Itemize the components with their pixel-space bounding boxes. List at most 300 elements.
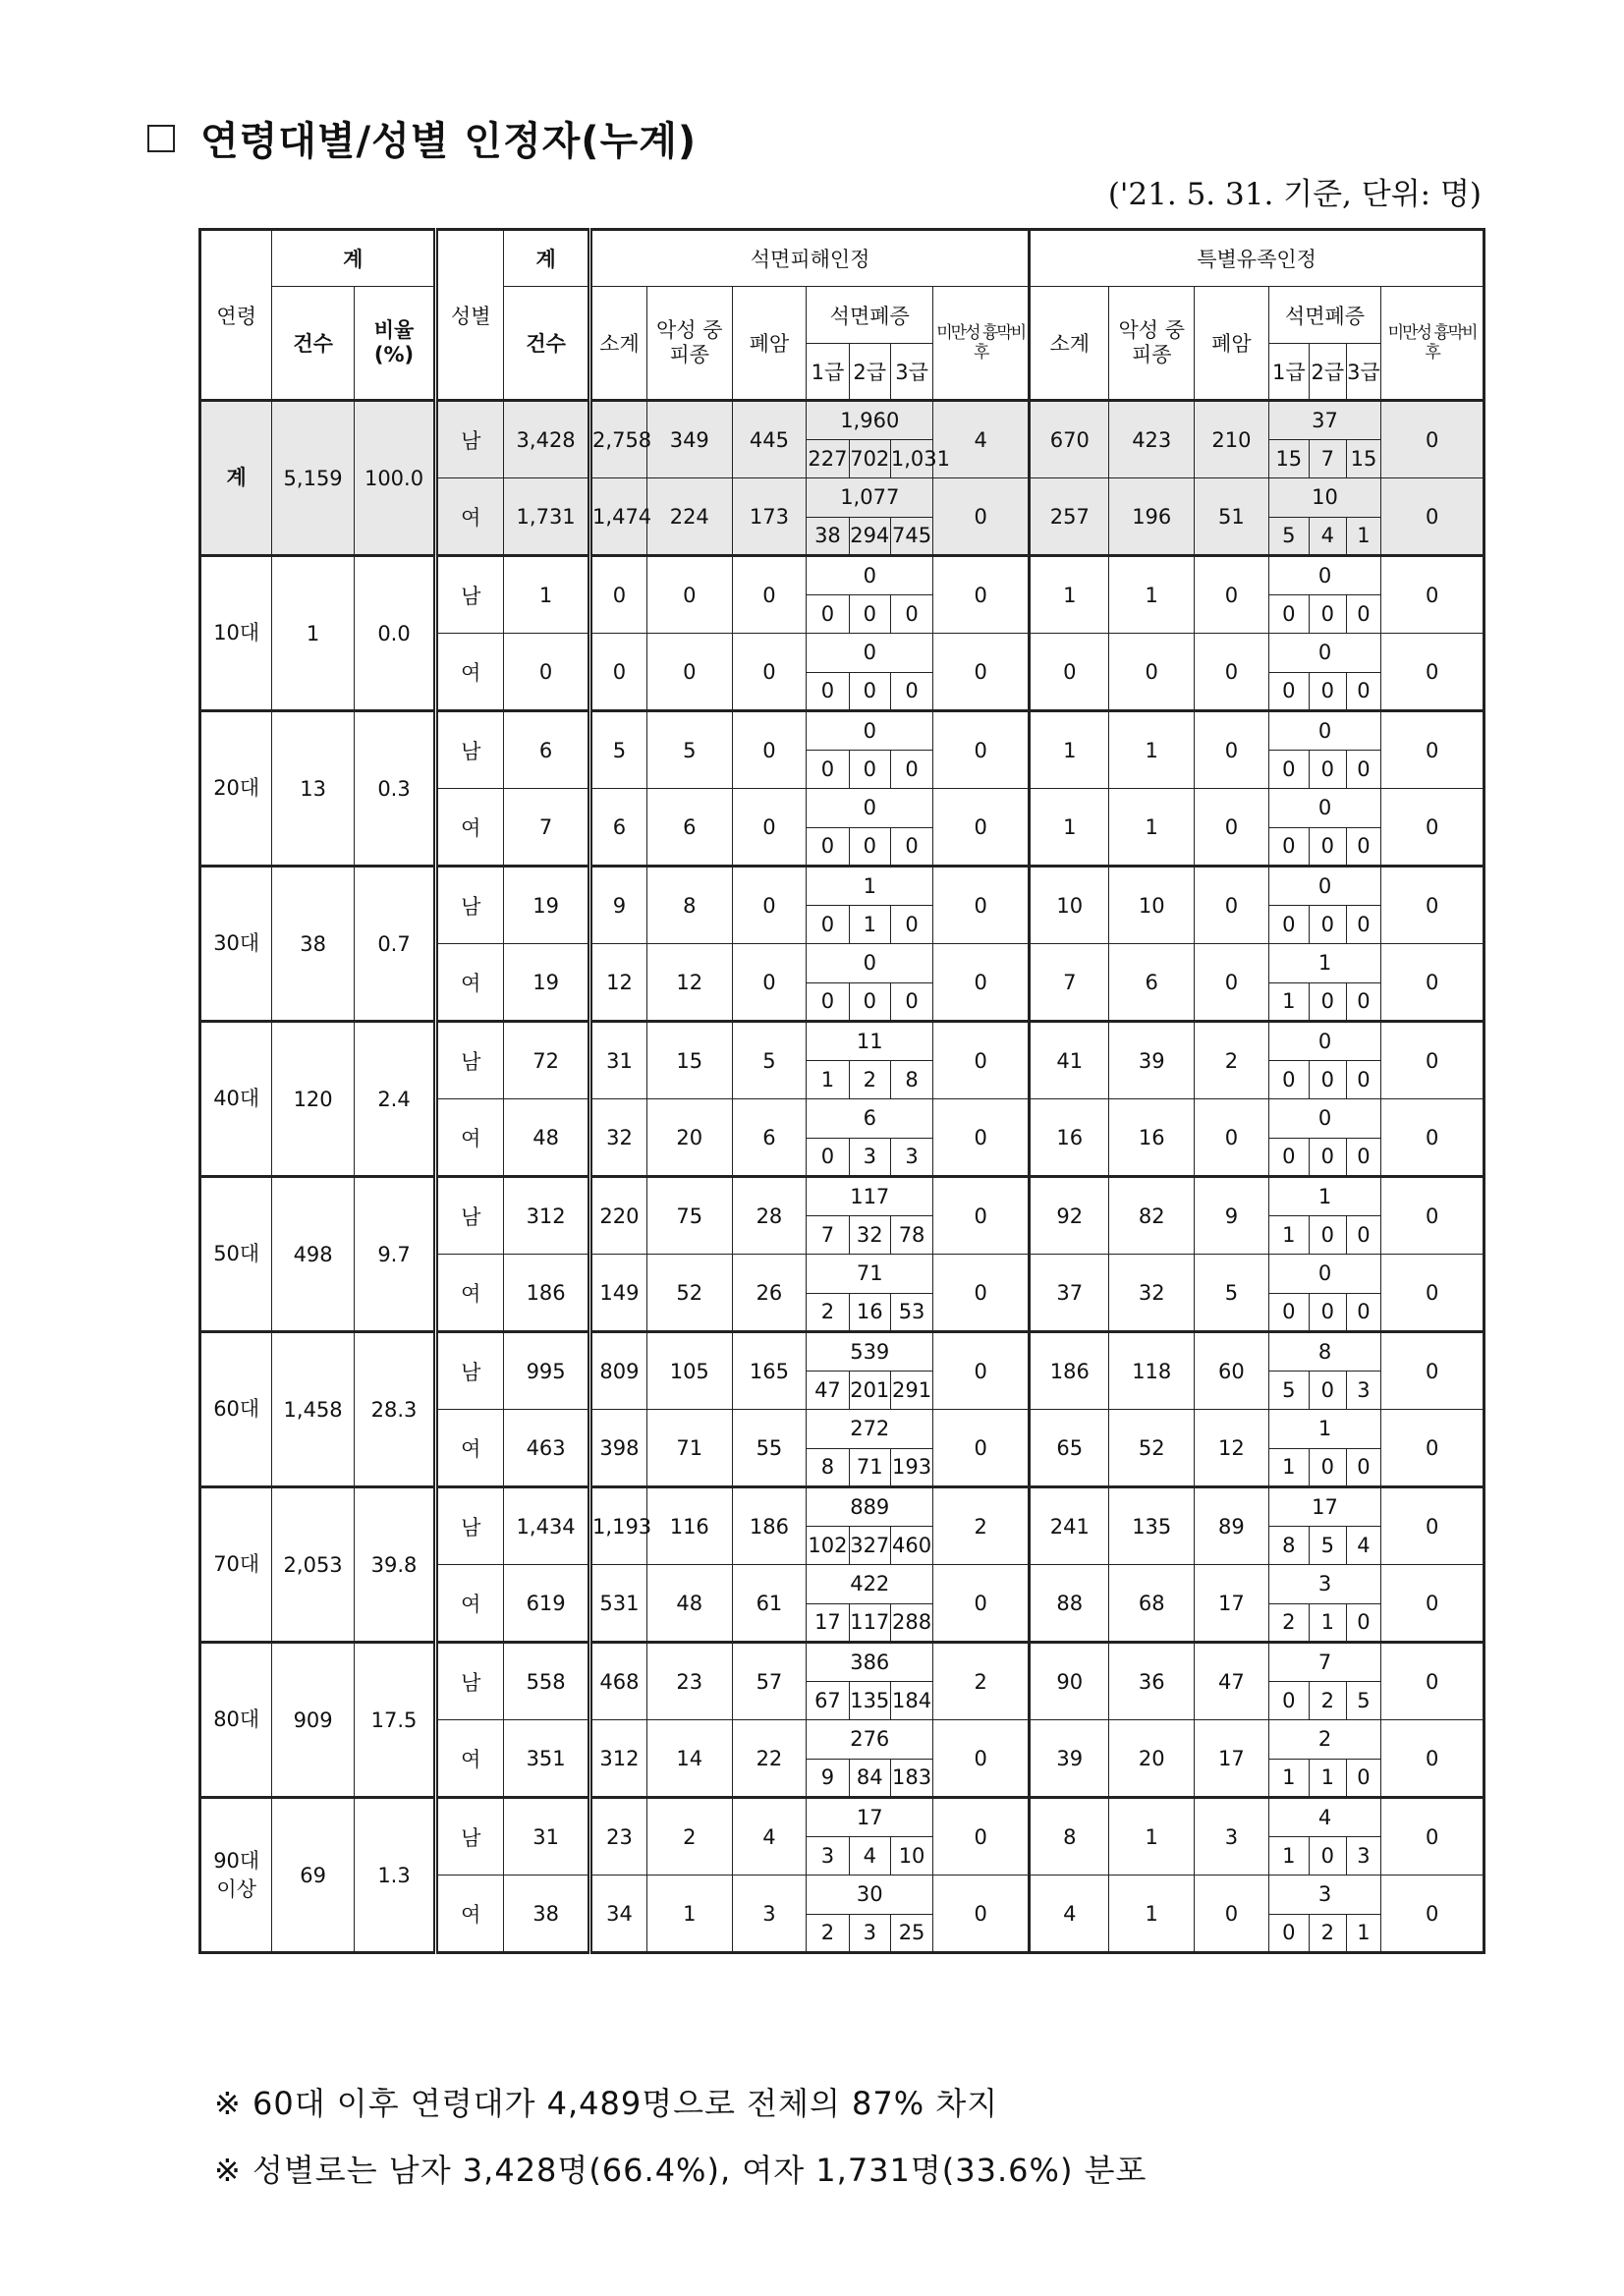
header-s-lung: 폐암 <box>1195 287 1269 401</box>
special-subtotal: 39 <box>1030 1720 1109 1798</box>
special-meso: 52 <box>1109 1410 1195 1487</box>
special-asbestosis-total: 3 <box>1268 1876 1381 1915</box>
special-grade-1: 0 <box>1268 827 1309 867</box>
victim-grade-1: 0 <box>807 750 849 789</box>
table-row <box>200 556 1484 595</box>
special-asbestosis-total: 4 <box>1268 1798 1381 1837</box>
special-grade-2: 0 <box>1309 672 1346 711</box>
special-asbestosis-total: 0 <box>1268 867 1381 906</box>
victim-subtotal: 2,758 <box>590 401 647 478</box>
age-cell: 30대 <box>200 867 272 1022</box>
victim-pleural: 0 <box>933 1022 1030 1099</box>
special-pleural: 0 <box>1381 944 1484 1022</box>
table-row <box>200 1798 1484 1837</box>
special-grade-3: 3 <box>1346 1836 1381 1876</box>
special-grade-3: 5 <box>1346 1681 1381 1720</box>
victim-pleural: 0 <box>933 789 1030 867</box>
victim-meso: 75 <box>646 1177 732 1255</box>
victim-grade-3: 10 <box>890 1836 932 1876</box>
special-grade-3: 0 <box>1346 1448 1381 1487</box>
victim-asbestosis-total: 1 <box>807 867 933 906</box>
special-lung: 47 <box>1195 1643 1269 1720</box>
sex-count: 31 <box>504 1798 590 1876</box>
special-subtotal: 670 <box>1030 401 1109 478</box>
victim-meso: 14 <box>646 1720 732 1798</box>
special-asbestosis-total: 17 <box>1268 1487 1381 1527</box>
special-asbestosis-total: 0 <box>1268 1022 1381 1061</box>
special-meso: 36 <box>1109 1643 1195 1720</box>
special-subtotal: 1 <box>1030 556 1109 634</box>
age-count: 1 <box>272 556 354 711</box>
victim-lung: 0 <box>732 944 807 1022</box>
victim-lung: 57 <box>732 1643 807 1720</box>
age-count: 5,159 <box>272 401 354 556</box>
age-count: 13 <box>272 711 354 867</box>
age-cell: 60대 <box>200 1332 272 1487</box>
victim-meso: 23 <box>646 1643 732 1720</box>
victim-asbestosis-total: 11 <box>807 1022 933 1061</box>
special-pleural: 0 <box>1381 711 1484 789</box>
victim-lung: 3 <box>732 1876 807 1953</box>
victim-asbestosis-total: 1,077 <box>807 478 933 518</box>
special-grade-1: 1 <box>1268 1215 1309 1255</box>
victim-asbestosis-total: 0 <box>807 711 933 751</box>
sex-cell: 여 <box>436 944 504 1022</box>
victim-meso: 105 <box>646 1332 732 1410</box>
age-cell: 계 <box>200 401 272 556</box>
sex-cell: 남 <box>436 401 504 478</box>
special-lung: 0 <box>1195 944 1269 1022</box>
sex-cell: 여 <box>436 1720 504 1798</box>
victim-subtotal: 312 <box>590 1720 647 1798</box>
victim-pleural: 0 <box>933 1410 1030 1487</box>
age-count: 69 <box>272 1798 354 1953</box>
special-grade-3: 0 <box>1346 750 1381 789</box>
special-grade-2: 1 <box>1309 1603 1346 1643</box>
victim-grade-3: 0 <box>890 750 932 789</box>
special-grade-2: 0 <box>1309 1215 1346 1255</box>
checkbox-square-icon <box>147 125 175 152</box>
victim-lung: 0 <box>732 556 807 634</box>
sex-count: 995 <box>504 1332 590 1410</box>
special-subtotal: 257 <box>1030 478 1109 556</box>
header-sex: 성별 <box>436 230 504 401</box>
special-meso: 68 <box>1109 1565 1195 1643</box>
special-pleural: 0 <box>1381 1798 1484 1876</box>
victim-grade-1: 3 <box>807 1836 849 1876</box>
special-pleural: 0 <box>1381 1410 1484 1487</box>
victim-lung: 55 <box>732 1410 807 1487</box>
special-pleural: 0 <box>1381 478 1484 556</box>
special-meso: 135 <box>1109 1487 1195 1565</box>
victim-subtotal: 23 <box>590 1798 647 1876</box>
special-meso: 1 <box>1109 1798 1195 1876</box>
victim-grade-2: 71 <box>849 1448 890 1487</box>
special-meso: 0 <box>1109 634 1195 711</box>
victim-pleural: 0 <box>933 1177 1030 1255</box>
header-s-asbestosis: 석면폐증 <box>1268 287 1381 344</box>
victim-grade-3: 0 <box>890 982 932 1022</box>
victim-grade-1: 9 <box>807 1759 849 1798</box>
special-grade-3: 0 <box>1346 1293 1381 1332</box>
victim-subtotal: 12 <box>590 944 647 1022</box>
victim-grade-1: 47 <box>807 1371 849 1410</box>
victim-lung: 186 <box>732 1487 807 1565</box>
victim-grade-2: 0 <box>849 750 890 789</box>
special-pleural: 0 <box>1381 1487 1484 1565</box>
victim-grade-1: 38 <box>807 517 849 556</box>
special-grade-1: 0 <box>1268 905 1309 944</box>
victim-lung: 0 <box>732 789 807 867</box>
special-grade-2: 0 <box>1309 1836 1346 1876</box>
sex-cell: 남 <box>436 1332 504 1410</box>
victim-grade-3: 3 <box>890 1138 932 1177</box>
special-lung: 17 <box>1195 1720 1269 1798</box>
victim-grade-2: 2 <box>849 1060 890 1099</box>
sex-count: 463 <box>504 1410 590 1487</box>
page-heading <box>147 110 697 166</box>
victim-lung: 445 <box>732 401 807 478</box>
age-cell: 50대 <box>200 1177 272 1332</box>
sex-cell: 여 <box>436 478 504 556</box>
sex-cell: 남 <box>436 867 504 944</box>
victim-grade-2: 702 <box>849 439 890 478</box>
special-grade-2: 0 <box>1309 982 1346 1022</box>
special-asbestosis-total: 0 <box>1268 634 1381 673</box>
victim-meso: 48 <box>646 1565 732 1643</box>
victim-grade-1: 0 <box>807 982 849 1022</box>
certified-persons-table <box>198 228 1485 1954</box>
special-asbestosis-total: 0 <box>1268 1099 1381 1139</box>
special-lung: 0 <box>1195 1876 1269 1953</box>
victim-pleural: 0 <box>933 1798 1030 1876</box>
special-subtotal: 186 <box>1030 1332 1109 1410</box>
victim-subtotal: 5 <box>590 711 647 789</box>
special-subtotal: 1 <box>1030 789 1109 867</box>
header-v-g2: 2급 <box>849 344 890 401</box>
special-grade-1: 2 <box>1268 1603 1309 1643</box>
special-grade-1: 0 <box>1268 1914 1309 1953</box>
victim-pleural: 0 <box>933 478 1030 556</box>
header-s-g3: 3급 <box>1346 344 1381 401</box>
age-count: 909 <box>272 1643 354 1798</box>
header-s-subtotal: 소계 <box>1030 287 1109 401</box>
special-grade-2: 0 <box>1309 1060 1346 1099</box>
special-grade-2: 0 <box>1309 750 1346 789</box>
victim-grade-3: 183 <box>890 1759 932 1798</box>
victim-subtotal: 31 <box>590 1022 647 1099</box>
victim-meso: 5 <box>646 711 732 789</box>
victim-grade-1: 7 <box>807 1215 849 1255</box>
victim-grade-1: 227 <box>807 439 849 478</box>
victim-grade-3: 78 <box>890 1215 932 1255</box>
special-grade-2: 5 <box>1309 1526 1346 1565</box>
age-ratio: 0.7 <box>354 867 435 1022</box>
victim-subtotal: 398 <box>590 1410 647 1487</box>
age-count: 1,458 <box>272 1332 354 1487</box>
special-subtotal: 92 <box>1030 1177 1109 1255</box>
victim-meso: 349 <box>646 401 732 478</box>
special-grade-1: 0 <box>1268 1138 1309 1177</box>
sex-cell: 남 <box>436 1022 504 1099</box>
special-asbestosis-total: 1 <box>1268 944 1381 983</box>
age-ratio: 0.3 <box>354 711 435 867</box>
victim-lung: 28 <box>732 1177 807 1255</box>
victim-grade-1: 0 <box>807 672 849 711</box>
victim-subtotal: 34 <box>590 1876 647 1953</box>
special-grade-3: 0 <box>1346 827 1381 867</box>
special-lung: 9 <box>1195 1177 1269 1255</box>
special-grade-2: 0 <box>1309 905 1346 944</box>
header-s-meso: 악성 중피종 <box>1109 287 1195 401</box>
victim-pleural: 0 <box>933 944 1030 1022</box>
special-subtotal: 37 <box>1030 1255 1109 1332</box>
special-asbestosis-total: 8 <box>1268 1332 1381 1372</box>
special-subtotal: 10 <box>1030 867 1109 944</box>
special-pleural: 0 <box>1381 634 1484 711</box>
victim-grade-1: 102 <box>807 1526 849 1565</box>
victim-lung: 6 <box>732 1099 807 1177</box>
sex-cell: 남 <box>436 1798 504 1876</box>
basis-date-unit: ('21. 5. 31. 기준, 단위: 명) <box>1107 177 1482 212</box>
header-s-g2: 2급 <box>1309 344 1346 401</box>
special-grade-3: 0 <box>1346 672 1381 711</box>
table-row <box>200 1177 1484 1216</box>
special-grade-1: 1 <box>1268 1759 1309 1798</box>
special-grade-3: 15 <box>1346 439 1381 478</box>
special-grade-1: 5 <box>1268 1371 1309 1410</box>
special-grade-1: 0 <box>1268 1060 1309 1099</box>
age-ratio: 1.3 <box>354 1798 435 1953</box>
special-lung: 0 <box>1195 789 1269 867</box>
special-grade-2: 0 <box>1309 1293 1346 1332</box>
victim-asbestosis-total: 0 <box>807 789 933 828</box>
victim-grade-2: 32 <box>849 1215 890 1255</box>
victim-meso: 8 <box>646 867 732 944</box>
victim-grade-3: 460 <box>890 1526 932 1565</box>
sex-count: 72 <box>504 1022 590 1099</box>
victim-grade-2: 3 <box>849 1138 890 1177</box>
special-meso: 39 <box>1109 1022 1195 1099</box>
victim-grade-1: 0 <box>807 1138 849 1177</box>
victim-grade-3: 8 <box>890 1060 932 1099</box>
victim-meso: 52 <box>646 1255 732 1332</box>
special-asbestosis-total: 2 <box>1268 1720 1381 1760</box>
age-cell: 10대 <box>200 556 272 711</box>
header-v-meso: 악성 중피종 <box>646 287 732 401</box>
special-subtotal: 41 <box>1030 1022 1109 1099</box>
special-meso: 1 <box>1109 556 1195 634</box>
victim-grade-3: 0 <box>890 594 932 634</box>
victim-grade-2: 0 <box>849 594 890 634</box>
special-grade-2: 4 <box>1309 517 1346 556</box>
sex-count: 19 <box>504 867 590 944</box>
special-pleural: 0 <box>1381 401 1484 478</box>
victim-subtotal: 6 <box>590 789 647 867</box>
age-cell: 70대 <box>200 1487 272 1643</box>
victim-asbestosis-total: 117 <box>807 1177 933 1216</box>
age-ratio: 2.4 <box>354 1022 435 1177</box>
victim-subtotal: 149 <box>590 1255 647 1332</box>
special-grade-1: 0 <box>1268 750 1309 789</box>
special-grade-3: 0 <box>1346 1759 1381 1798</box>
special-grade-2: 0 <box>1309 1371 1346 1410</box>
sex-count: 1,434 <box>504 1487 590 1565</box>
sex-cell: 여 <box>436 1410 504 1487</box>
victim-pleural: 4 <box>933 401 1030 478</box>
special-pleural: 0 <box>1381 867 1484 944</box>
special-meso: 6 <box>1109 944 1195 1022</box>
victim-asbestosis-total: 272 <box>807 1410 933 1449</box>
special-meso: 1 <box>1109 789 1195 867</box>
victim-grade-2: 0 <box>849 827 890 867</box>
header-s-g1: 1급 <box>1268 344 1309 401</box>
special-grade-1: 0 <box>1268 594 1309 634</box>
heading-title: 연령대별/성별 인정자(누계) <box>200 119 698 164</box>
header-v-lung: 폐암 <box>732 287 807 401</box>
sex-count: 19 <box>504 944 590 1022</box>
header-ratio: 비율 (%) <box>354 287 435 401</box>
special-grade-2: 1 <box>1309 1759 1346 1798</box>
special-lung: 60 <box>1195 1332 1269 1410</box>
victim-meso: 224 <box>646 478 732 556</box>
special-lung: 5 <box>1195 1255 1269 1332</box>
header-v-subtotal: 소계 <box>590 287 647 401</box>
special-meso: 196 <box>1109 478 1195 556</box>
age-count: 38 <box>272 867 354 1022</box>
special-meso: 1 <box>1109 1876 1195 1953</box>
special-grade-3: 1 <box>1346 1914 1381 1953</box>
special-pleural: 0 <box>1381 789 1484 867</box>
victim-grade-1: 2 <box>807 1293 849 1332</box>
sex-count: 1,731 <box>504 478 590 556</box>
special-pleural: 0 <box>1381 1022 1484 1099</box>
sex-cell: 남 <box>436 1487 504 1565</box>
special-grade-3: 4 <box>1346 1526 1381 1565</box>
victim-grade-3: 53 <box>890 1293 932 1332</box>
sex-cell: 남 <box>436 1643 504 1720</box>
victim-grade-3: 184 <box>890 1681 932 1720</box>
victim-lung: 22 <box>732 1720 807 1798</box>
victim-lung: 26 <box>732 1255 807 1332</box>
victim-meso: 15 <box>646 1022 732 1099</box>
age-count: 2,053 <box>272 1487 354 1643</box>
special-grade-3: 0 <box>1346 594 1381 634</box>
victim-asbestosis-total: 0 <box>807 944 933 983</box>
special-pleural: 0 <box>1381 556 1484 634</box>
special-subtotal: 7 <box>1030 944 1109 1022</box>
age-ratio: 9.7 <box>354 1177 435 1332</box>
victim-grade-3: 1,031 <box>890 439 932 478</box>
victim-asbestosis-total: 0 <box>807 634 933 673</box>
header-count: 건수 <box>272 287 354 401</box>
special-pleural: 0 <box>1381 1643 1484 1720</box>
special-asbestosis-total: 1 <box>1268 1410 1381 1449</box>
victim-grade-2: 0 <box>849 672 890 711</box>
special-pleural: 0 <box>1381 1565 1484 1643</box>
special-meso: 20 <box>1109 1720 1195 1798</box>
victim-grade-3: 0 <box>890 905 932 944</box>
victim-grade-3: 0 <box>890 827 932 867</box>
victim-asbestosis-total: 539 <box>807 1332 933 1372</box>
victim-lung: 4 <box>732 1798 807 1876</box>
special-grade-1: 5 <box>1268 517 1309 556</box>
victim-asbestosis-total: 6 <box>807 1099 933 1139</box>
sex-cell: 남 <box>436 556 504 634</box>
special-pleural: 0 <box>1381 1255 1484 1332</box>
special-lung: 12 <box>1195 1410 1269 1487</box>
special-grade-3: 0 <box>1346 1138 1381 1177</box>
age-count: 498 <box>272 1177 354 1332</box>
sex-count: 48 <box>504 1099 590 1177</box>
special-pleural: 0 <box>1381 1332 1484 1410</box>
sex-count: 3,428 <box>504 401 590 478</box>
victim-meso: 2 <box>646 1798 732 1876</box>
special-grade-1: 15 <box>1268 439 1309 478</box>
victim-asbestosis-total: 30 <box>807 1876 933 1915</box>
special-asbestosis-total: 0 <box>1268 711 1381 751</box>
special-grade-2: 2 <box>1309 1914 1346 1953</box>
victim-grade-1: 0 <box>807 905 849 944</box>
special-lung: 0 <box>1195 634 1269 711</box>
header-v-asbestosis: 석면폐증 <box>807 287 933 344</box>
special-lung: 17 <box>1195 1565 1269 1643</box>
victim-meso: 20 <box>646 1099 732 1177</box>
age-ratio: 17.5 <box>354 1643 435 1798</box>
victim-subtotal: 9 <box>590 867 647 944</box>
victim-subtotal: 809 <box>590 1332 647 1410</box>
sex-count: 312 <box>504 1177 590 1255</box>
special-grade-3: 3 <box>1346 1371 1381 1410</box>
victim-grade-1: 1 <box>807 1060 849 1099</box>
sex-count: 558 <box>504 1643 590 1720</box>
sex-cell: 남 <box>436 1177 504 1255</box>
victim-asbestosis-total: 17 <box>807 1798 933 1837</box>
table-row <box>200 867 1484 906</box>
special-lung: 89 <box>1195 1487 1269 1565</box>
special-subtotal: 8 <box>1030 1798 1109 1876</box>
special-lung: 210 <box>1195 401 1269 478</box>
special-grade-3: 1 <box>1346 517 1381 556</box>
note-2: ※ 성별로는 남자 3,428명(66.4%), 여자 1,731명(33.6%) 분포 <box>214 2152 1148 2189</box>
special-subtotal: 16 <box>1030 1099 1109 1177</box>
victim-subtotal: 220 <box>590 1177 647 1255</box>
special-asbestosis-total: 10 <box>1268 478 1381 518</box>
table-row <box>200 711 1484 751</box>
victim-grade-1: 2 <box>807 1914 849 1953</box>
sex-cell: 여 <box>436 1099 504 1177</box>
victim-asbestosis-total: 889 <box>807 1487 933 1527</box>
victim-grade-3: 0 <box>890 672 932 711</box>
victim-grade-2: 135 <box>849 1681 890 1720</box>
victim-meso: 71 <box>646 1410 732 1487</box>
special-pleural: 0 <box>1381 1720 1484 1798</box>
victim-subtotal: 468 <box>590 1643 647 1720</box>
victim-pleural: 0 <box>933 711 1030 789</box>
victim-grade-1: 8 <box>807 1448 849 1487</box>
victim-meso: 12 <box>646 944 732 1022</box>
header-v-g1: 1급 <box>807 344 849 401</box>
victim-grade-2: 84 <box>849 1759 890 1798</box>
special-asbestosis-total: 0 <box>1268 1255 1381 1294</box>
special-asbestosis-total: 3 <box>1268 1565 1381 1604</box>
special-grade-1: 0 <box>1268 1681 1309 1720</box>
sex-count: 6 <box>504 711 590 789</box>
age-count: 120 <box>272 1022 354 1177</box>
victim-pleural: 0 <box>933 556 1030 634</box>
special-lung: 2 <box>1195 1022 1269 1099</box>
victim-pleural: 2 <box>933 1643 1030 1720</box>
